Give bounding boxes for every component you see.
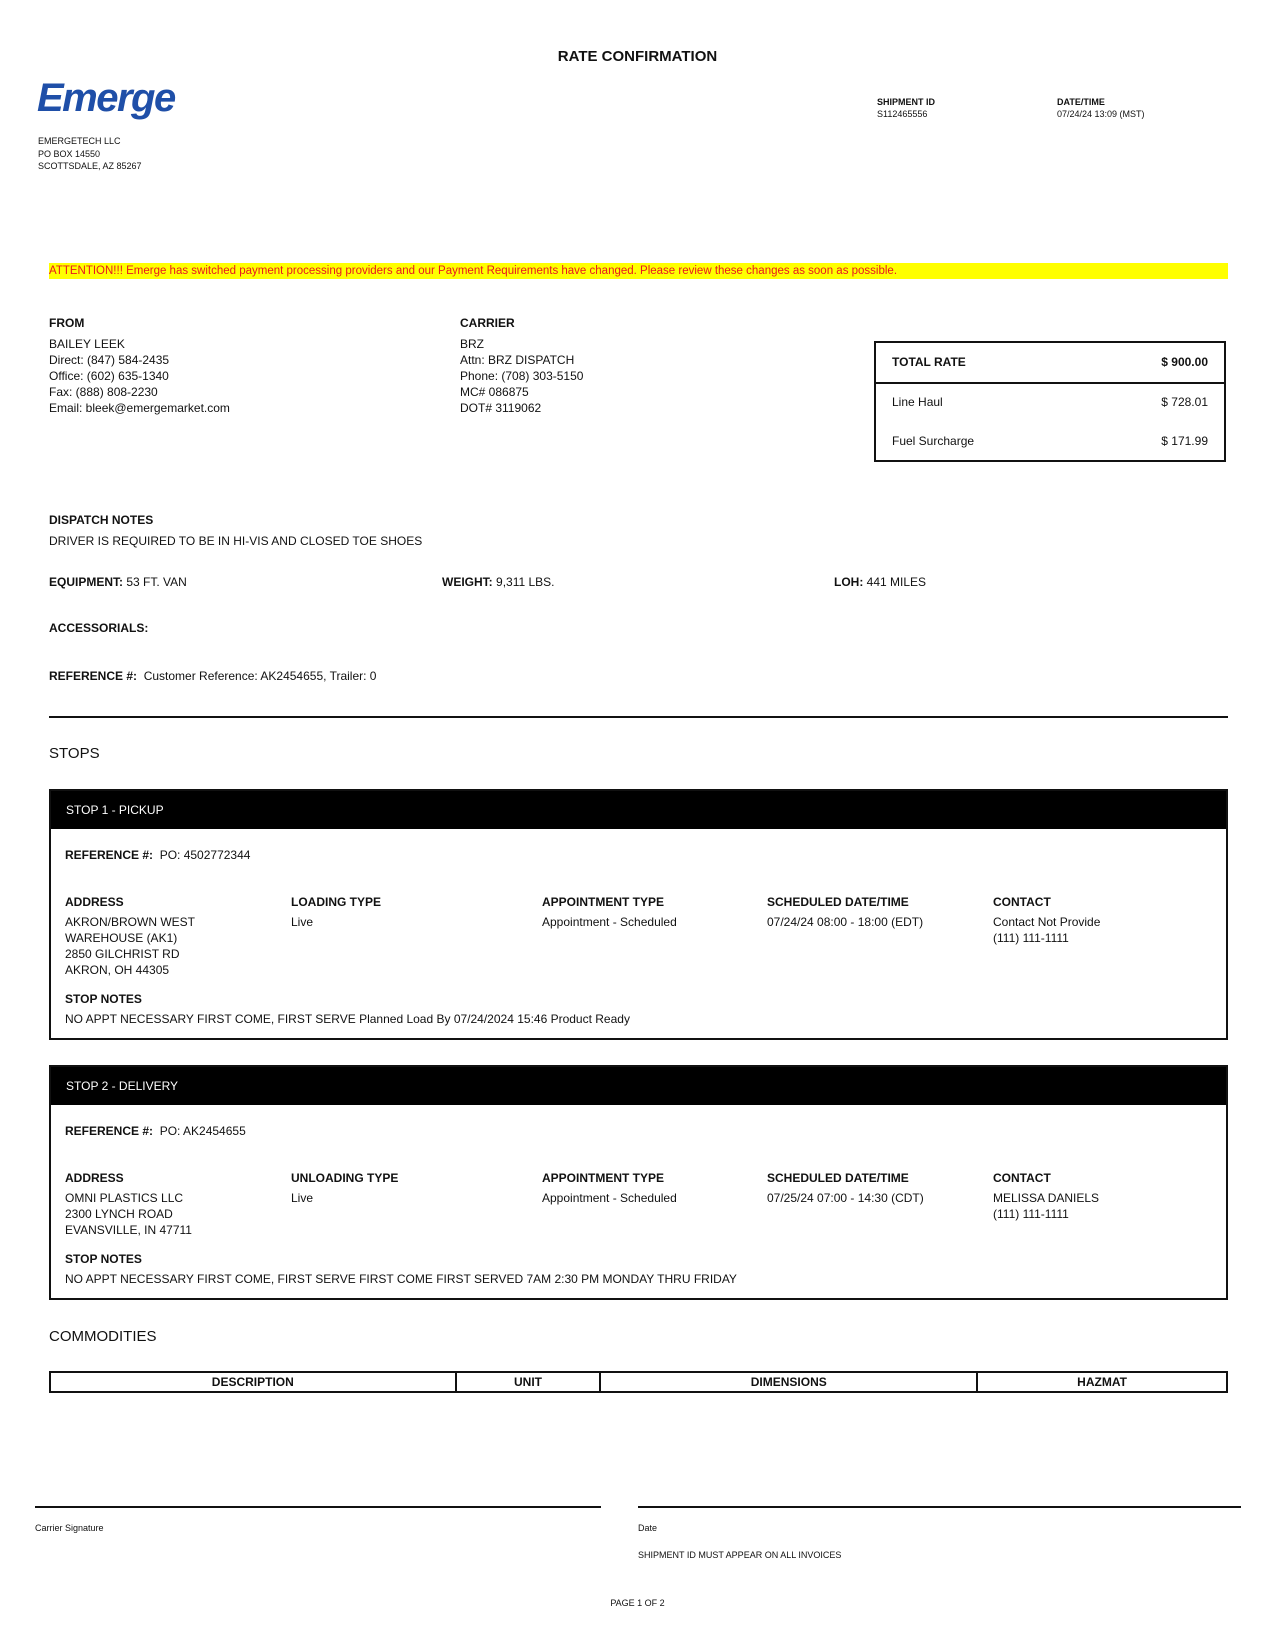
address-lines <box>65 1190 192 1238</box>
carrier-label: CARRIER <box>460 316 515 330</box>
carrier-name: BRZ <box>460 337 484 351</box>
carrier-dot: DOT# 3119062 <box>460 401 542 415</box>
carrier-mc: MC# 086875 <box>460 385 529 399</box>
contact-phone: (111) 111-1111 <box>993 931 1069 945</box>
appointment-type-value: Appointment - Scheduled <box>542 915 677 929</box>
weight-value: 9,311 LBS. <box>496 575 555 589</box>
stop-reference-label: REFERENCE #: <box>65 1124 154 1138</box>
reference-label: REFERENCE #: <box>49 669 138 683</box>
stop-header: STOP 1 - PICKUP <box>51 791 1226 829</box>
shipment-id-block <box>877 97 935 119</box>
carrier-phone: Phone: (708) 303-5150 <box>460 369 584 383</box>
unloading-type-value: Live <box>291 1191 314 1205</box>
from-label: FROM <box>49 316 85 330</box>
scheduled-label: SCHEDULED DATE/TIME <box>767 895 909 909</box>
address-line: 2300 LYNCH ROAD <box>65 1207 173 1221</box>
contact-lines <box>993 914 1100 946</box>
company-address <box>38 135 142 173</box>
appointment-type-value: Appointment - Scheduled <box>542 1191 677 1205</box>
weight <box>442 574 555 590</box>
stop-notes-label: STOP NOTES <box>65 1252 142 1266</box>
total-rate-label: TOTAL RATE <box>892 355 966 369</box>
col-description: DESCRIPTION <box>50 1372 456 1392</box>
emerge-logo: Emerge <box>37 76 175 120</box>
contact-label: CONTACT <box>993 1171 1051 1185</box>
appointment-type-label: APPOINTMENT TYPE <box>542 1171 665 1185</box>
stop-contact <box>993 1171 1099 1222</box>
stop-reference <box>65 847 250 863</box>
contact-name: Contact Not Provide <box>993 915 1101 929</box>
address-line: 2850 GILCHRIST RD <box>65 947 180 961</box>
attention-banner: ATTENTION!!! Emerge has switched payment processing providers and our Payment Requirements have changed. Please review these changes as soon as possible. <box>49 263 1228 279</box>
address-line: WAREHOUSE (AK1) <box>65 931 178 945</box>
dispatch-notes <box>49 513 422 549</box>
address-label: ADDRESS <box>65 895 124 909</box>
address-line: EVANSVILLE, IN 47711 <box>65 1223 192 1237</box>
stop-unloading-type <box>291 1171 398 1206</box>
date-line <box>638 1506 1241 1508</box>
stop-notes <box>65 992 630 1027</box>
dispatch-notes-text: DRIVER IS REQUIRED TO BE IN HI-VIS AND CLOSED TOE SHOES <box>49 534 423 548</box>
stop-appointment-type <box>542 1171 677 1206</box>
loh-value: 441 MILES <box>866 575 927 589</box>
contact-lines <box>993 1190 1099 1222</box>
stop-reference <box>65 1123 246 1139</box>
address-line: AKRON, OH 44305 <box>65 963 170 977</box>
stop-reference-value: PO: 4502772344 <box>159 848 251 862</box>
equipment <box>49 574 187 590</box>
col-dimensions: DIMENSIONS <box>600 1372 977 1392</box>
from-email: Email: bleek@emergemarket.com <box>49 401 230 415</box>
commodities-heading: COMMODITIES <box>49 1328 157 1345</box>
appointment-type-label: APPOINTMENT TYPE <box>542 895 665 909</box>
stop-notes <box>65 1252 737 1287</box>
stop-appointment-type <box>542 895 677 930</box>
scheduled-value: 07/25/24 07:00 - 14:30 (CDT) <box>767 1191 924 1205</box>
datetime-block <box>1057 97 1145 119</box>
carrier-details <box>460 336 583 416</box>
total-rate-value: $ 900.00 <box>1161 355 1208 369</box>
fuel-surcharge-value: $ 171.99 <box>1161 434 1208 448</box>
loading-type-value: Live <box>291 915 314 929</box>
loh <box>834 574 926 590</box>
company-name: EMERGETECH LLC <box>38 136 121 146</box>
carrier-signature-line <box>35 1506 601 1508</box>
stop-loading-type <box>291 895 381 930</box>
company-address-line1: PO BOX 14550 <box>38 148 101 159</box>
col-unit: UNIT <box>456 1372 601 1392</box>
contact-name: MELISSA DANIELS <box>993 1191 1100 1205</box>
stop-scheduled <box>767 895 923 930</box>
carrier-attn: Attn: BRZ DISPATCH <box>460 353 575 367</box>
address-line: AKRON/BROWN WEST <box>65 915 196 929</box>
unloading-type-label: UNLOADING TYPE <box>291 1171 399 1185</box>
page-number: PAGE 1 OF 2 <box>610 1598 665 1608</box>
stop-card-1 <box>49 789 1228 1040</box>
equipment-value: 53 FT. VAN <box>126 575 187 589</box>
line-haul-value: $ 728.01 <box>1161 395 1208 409</box>
reference <box>49 668 376 684</box>
contact-phone: (111) 111-1111 <box>993 1207 1069 1221</box>
contact-label: CONTACT <box>993 895 1051 909</box>
from-direct: Direct: (847) 584-2435 <box>49 353 170 367</box>
stop-reference-value: PO: AK2454655 <box>159 1124 246 1138</box>
dispatch-notes-label: DISPATCH NOTES <box>49 513 154 527</box>
scheduled-label: SCHEDULED DATE/TIME <box>767 1171 909 1185</box>
equipment-label: EQUIPMENT: <box>49 575 124 589</box>
stop-address <box>65 1171 192 1238</box>
shipment-id-label: SHIPMENT ID <box>877 97 936 107</box>
commodities-table <box>49 1371 1228 1393</box>
shipment-id-value: S112465556 <box>877 109 928 119</box>
company-address-line2: SCOTTSDALE, AZ 85267 <box>38 161 142 171</box>
stop-notes-label: STOP NOTES <box>65 992 142 1006</box>
from-details <box>49 336 230 416</box>
stop-scheduled <box>767 1171 924 1206</box>
accessorials-label: ACCESSORIALS: <box>49 621 149 635</box>
carrier-signature-label: Carrier Signature <box>35 1523 104 1533</box>
datetime-label: DATE/TIME <box>1057 97 1105 107</box>
from-fax: Fax: (888) 808-2230 <box>49 385 158 399</box>
stop-address <box>65 895 195 978</box>
line-haul-label: Line Haul <box>892 395 943 409</box>
invoice-notice: SHIPMENT ID MUST APPEAR ON ALL INVOICES <box>638 1550 842 1560</box>
scheduled-value: 07/24/24 08:00 - 18:00 (EDT) <box>767 915 924 929</box>
loh-label: LOH: <box>834 575 864 589</box>
stop-header: STOP 2 - DELIVERY <box>51 1067 1226 1105</box>
from-name: BAILEY LEEK <box>49 337 125 351</box>
rate-divider <box>876 382 1224 384</box>
fuel-surcharge-label: Fuel Surcharge <box>892 434 975 448</box>
stop-contact <box>993 895 1100 946</box>
stop-notes-text: NO APPT NECESSARY FIRST COME, FIRST SERVE FIRST COME FIRST SERVED 7AM 2:30 PM MONDAY THRU FRIDAY <box>65 1272 737 1286</box>
carrier-section <box>460 316 583 416</box>
address-lines <box>65 914 195 978</box>
commodities-header-row <box>50 1372 1227 1392</box>
stops-heading: STOPS <box>49 745 100 762</box>
address-label: ADDRESS <box>65 1171 124 1185</box>
section-divider <box>49 716 1228 718</box>
document-title: RATE CONFIRMATION <box>557 48 718 65</box>
stop-reference-label: REFERENCE #: <box>65 848 154 862</box>
from-section <box>49 316 230 416</box>
date-label: Date <box>638 1523 658 1533</box>
stop-card-2 <box>49 1065 1228 1300</box>
address-line: OMNI PLASTICS LLC <box>65 1191 184 1205</box>
reference-value: Customer Reference: AK2454655, Trailer: 0 <box>143 669 377 683</box>
rate-box <box>874 341 1226 462</box>
datetime-value: 07/24/24 13:09 (MST) <box>1057 109 1145 119</box>
from-office: Office: (602) 635-1340 <box>49 369 169 383</box>
weight-label: WEIGHT: <box>442 575 493 589</box>
col-hazmat: HAZMAT <box>977 1372 1227 1392</box>
loading-type-label: LOADING TYPE <box>291 895 382 909</box>
stop-notes-text: NO APPT NECESSARY FIRST COME, FIRST SERVE Planned Load By 07/24/2024 15:46 Product Ready <box>65 1012 630 1026</box>
